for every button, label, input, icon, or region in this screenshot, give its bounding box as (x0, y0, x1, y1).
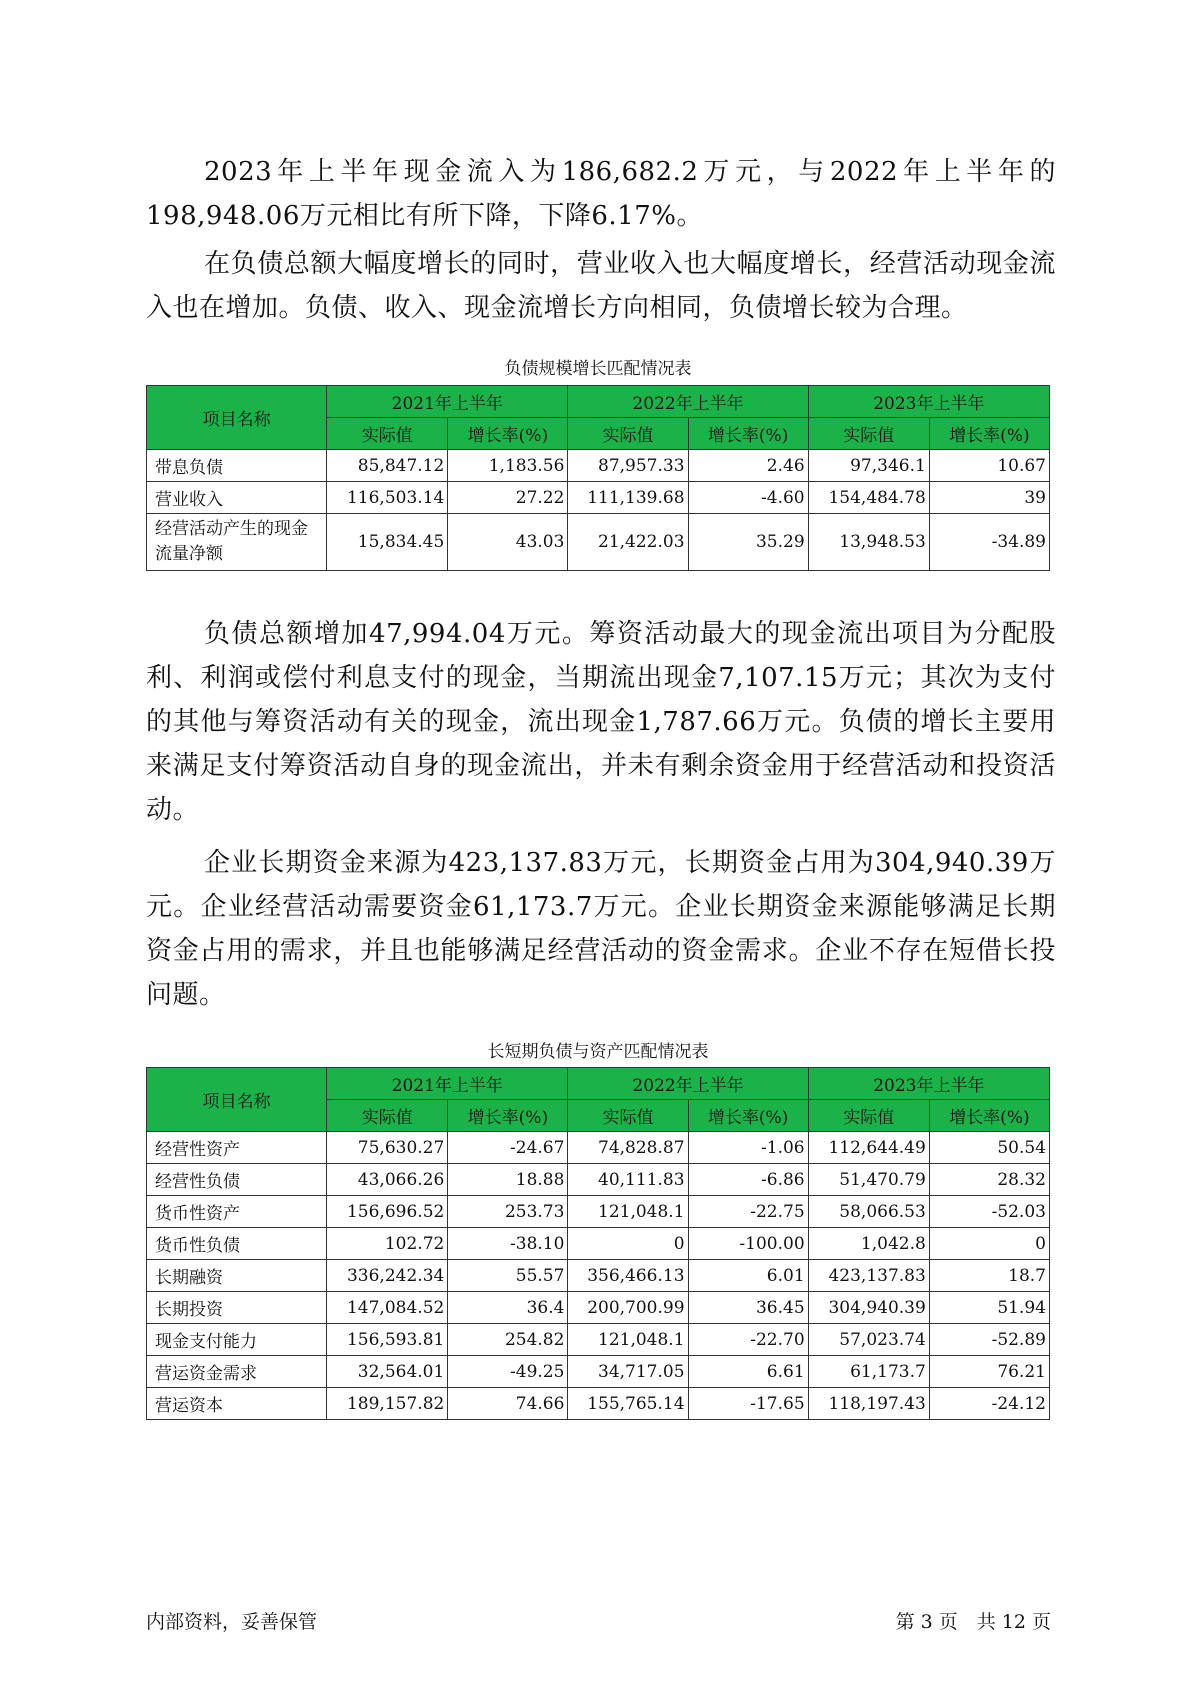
actual-value-cell: 15,834.45 (327, 514, 448, 571)
row-label: 营业收入 (147, 482, 327, 514)
growth-rate-cell: -24.12 (929, 1388, 1049, 1420)
table-row (147, 514, 1050, 571)
growth-rate-header: 增长率(%) (448, 1100, 568, 1132)
name-header: 项目名称 (147, 1068, 327, 1132)
growth-rate-cell: -22.70 (688, 1324, 808, 1356)
row-label: 营运资本 (147, 1388, 327, 1420)
growth-rate-header: 增长率(%) (688, 418, 808, 450)
growth-rate-cell: 55.57 (448, 1260, 568, 1292)
actual-value-cell: 21,422.03 (568, 514, 688, 571)
growth-rate-cell: 10.67 (929, 450, 1049, 482)
footer-page-number: 第 3 页 共 12 页 (895, 1611, 1051, 1633)
actual-value-cell: 118,197.43 (808, 1388, 929, 1420)
growth-rate-cell: -38.10 (448, 1228, 568, 1260)
growth-rate-cell: 76.21 (929, 1356, 1049, 1388)
actual-value-cell: 156,593.81 (327, 1324, 448, 1356)
growth-rate-header: 增长率(%) (929, 1100, 1049, 1132)
period-header: 2023年上半年 (808, 386, 1049, 418)
debt-asset-matching-table (146, 1067, 1050, 1420)
growth-rate-cell: -17.65 (688, 1388, 808, 1420)
table-row (147, 1356, 1050, 1388)
actual-value-cell: 85,847.12 (327, 450, 448, 482)
row-label: 带息负债 (147, 450, 327, 482)
debt-scale-table (146, 385, 1050, 571)
actual-value-cell: 34,717.05 (568, 1356, 688, 1388)
row-label: 长期融资 (147, 1260, 327, 1292)
actual-value-header: 实际值 (808, 1100, 929, 1132)
growth-rate-cell: 51.94 (929, 1292, 1049, 1324)
row-label: 货币性负债 (147, 1228, 327, 1260)
actual-value-cell: 154,484.78 (808, 482, 929, 514)
actual-value-cell: 111,139.68 (568, 482, 688, 514)
name-header: 项目名称 (147, 386, 327, 450)
table-row (147, 1324, 1050, 1356)
actual-value-cell: 51,470.79 (808, 1164, 929, 1196)
row-label: 现金支付能力 (147, 1324, 327, 1356)
actual-value-cell: 87,957.33 (568, 450, 688, 482)
actual-value-cell: 116,503.14 (327, 482, 448, 514)
growth-rate-cell: -6.86 (688, 1164, 808, 1196)
actual-value-cell: 147,084.52 (327, 1292, 448, 1324)
actual-value-cell: 336,242.34 (327, 1260, 448, 1292)
actual-value-cell: 121,048.1 (568, 1196, 688, 1228)
growth-rate-cell: 36.45 (688, 1292, 808, 1324)
period-header: 2021年上半年 (327, 1068, 568, 1100)
actual-value-cell: 155,765.14 (568, 1388, 688, 1420)
growth-rate-cell: -1.06 (688, 1132, 808, 1164)
footer-confidential-note: 内部资料，妥善保管 (146, 1611, 318, 1633)
actual-value-cell: 1,042.8 (808, 1228, 929, 1260)
row-label: 经营性资产 (147, 1132, 327, 1164)
growth-rate-cell: 27.22 (448, 482, 568, 514)
actual-value-cell: 57,023.74 (808, 1324, 929, 1356)
growth-rate-cell: 28.32 (929, 1164, 1049, 1196)
growth-rate-cell: 43.03 (448, 514, 568, 571)
row-label: 营运资金需求 (147, 1356, 327, 1388)
actual-value-header: 实际值 (327, 1100, 448, 1132)
growth-rate-header: 增长率(%) (448, 418, 568, 450)
actual-value-cell: 121,048.1 (568, 1324, 688, 1356)
actual-value-cell: 43,066.26 (327, 1164, 448, 1196)
growth-rate-cell: -22.75 (688, 1196, 808, 1228)
table-row (147, 1164, 1050, 1196)
growth-rate-cell: -100.00 (688, 1228, 808, 1260)
actual-value-cell: 189,157.82 (327, 1388, 448, 1420)
period-header: 2022年上半年 (568, 386, 808, 418)
table2-caption: 长短期负债与资产匹配情况表 (487, 1042, 709, 1062)
growth-rate-cell: 253.73 (448, 1196, 568, 1228)
actual-value-header: 实际值 (568, 1100, 688, 1132)
growth-rate-cell: -49.25 (448, 1356, 568, 1388)
table-row (147, 1196, 1050, 1228)
actual-value-cell: 97,346.1 (808, 450, 929, 482)
growth-rate-cell: -52.03 (929, 1196, 1049, 1228)
growth-rate-cell: -24.67 (448, 1132, 568, 1164)
actual-value-cell: 40,111.83 (568, 1164, 688, 1196)
table-row (147, 1228, 1050, 1260)
growth-rate-cell: 0 (929, 1228, 1049, 1260)
actual-value-cell: 200,700.99 (568, 1292, 688, 1324)
period-header: 2023年上半年 (808, 1068, 1049, 1100)
growth-rate-cell: 35.29 (688, 514, 808, 571)
growth-rate-cell: 50.54 (929, 1132, 1049, 1164)
growth-rate-cell: 74.66 (448, 1388, 568, 1420)
row-label: 长期投资 (147, 1292, 327, 1324)
growth-rate-cell: -52.89 (929, 1324, 1049, 1356)
paragraph-long-term-funds: 企业长期资金来源为423,137.83万元，长期资金占用为304,940.39万元。企业经营活动需要资金61,173.7万元。企业长期资金来源能够满足长期资金占用的需求，并且也能够满足经营活动的资金需求。企业不存在短借长投问题。 (146, 848, 1056, 1010)
growth-rate-cell: 18.7 (929, 1260, 1049, 1292)
actual-value-cell: 356,466.13 (568, 1260, 688, 1292)
period-header: 2022年上半年 (568, 1068, 808, 1100)
row-label: 经营性负债 (147, 1164, 327, 1196)
row-label: 经营活动产生的现金流量净额 (147, 514, 327, 571)
table-row (147, 450, 1050, 482)
growth-rate-cell: 39 (929, 482, 1049, 514)
growth-rate-cell: 1,183.56 (448, 450, 568, 482)
actual-value-cell: 75,630.27 (327, 1132, 448, 1164)
table1-caption: 负债规模增长匹配情况表 (504, 359, 692, 379)
growth-rate-cell: -34.89 (929, 514, 1049, 571)
growth-rate-cell: 2.46 (688, 450, 808, 482)
actual-value-header: 实际值 (808, 418, 929, 450)
actual-value-cell: 112,644.49 (808, 1132, 929, 1164)
actual-value-cell: 0 (568, 1228, 688, 1260)
table-row (147, 482, 1050, 514)
actual-value-cell: 423,137.83 (808, 1260, 929, 1292)
period-header: 2021年上半年 (327, 386, 568, 418)
table-row (147, 1260, 1050, 1292)
growth-rate-cell: 6.01 (688, 1260, 808, 1292)
actual-value-cell: 32,564.01 (327, 1356, 448, 1388)
actual-value-cell: 58,066.53 (808, 1196, 929, 1228)
table-row (147, 1132, 1050, 1164)
table-body (147, 1132, 1050, 1420)
growth-rate-cell: 6.61 (688, 1356, 808, 1388)
actual-value-cell: 74,828.87 (568, 1132, 688, 1164)
table-row (147, 1292, 1050, 1324)
actual-value-cell: 156,696.52 (327, 1196, 448, 1228)
growth-rate-cell: 18.88 (448, 1164, 568, 1196)
paragraph-debt-increase: 负债总额增加47,994.04万元。筹资活动最大的现金流出项目为分配股利、利润或偿付利息支付的现金，当期流出现金7,107.15万元；其次为支付的其他与筹资活动有关的现金，流出现金1,787.66万元。负债的增长主要用来满足支付筹资活动自身的现金流出，并未有剩余资金用于经营活动和投资活动。 (146, 619, 1056, 825)
actual-value-cell: 304,940.39 (808, 1292, 929, 1324)
growth-rate-cell: 36.4 (448, 1292, 568, 1324)
paragraph-debt-growth: 在负债总额大幅度增长的同时，营业收入也大幅度增长，经营活动现金流入也在增加。负债、收入、现金流增长方向相同，负债增长较为合理。 (146, 249, 1056, 323)
table-body (147, 450, 1050, 571)
actual-value-header: 实际值 (327, 418, 448, 450)
actual-value-header: 实际值 (568, 418, 688, 450)
actual-value-cell: 102.72 (327, 1228, 448, 1260)
growth-rate-cell: -4.60 (688, 482, 808, 514)
actual-value-cell: 61,173.7 (808, 1356, 929, 1388)
row-label: 货币性资产 (147, 1196, 327, 1228)
paragraph-cash-inflow: 2023年上半年现金流入为186,682.2万元，与2022年上半年的198,948.06万元相比有所下降，下降6.17%。 (146, 157, 1056, 231)
growth-rate-cell: 254.82 (448, 1324, 568, 1356)
growth-rate-header: 增长率(%) (688, 1100, 808, 1132)
actual-value-cell: 13,948.53 (808, 514, 929, 571)
growth-rate-header: 增长率(%) (929, 418, 1049, 450)
table-row (147, 1388, 1050, 1420)
